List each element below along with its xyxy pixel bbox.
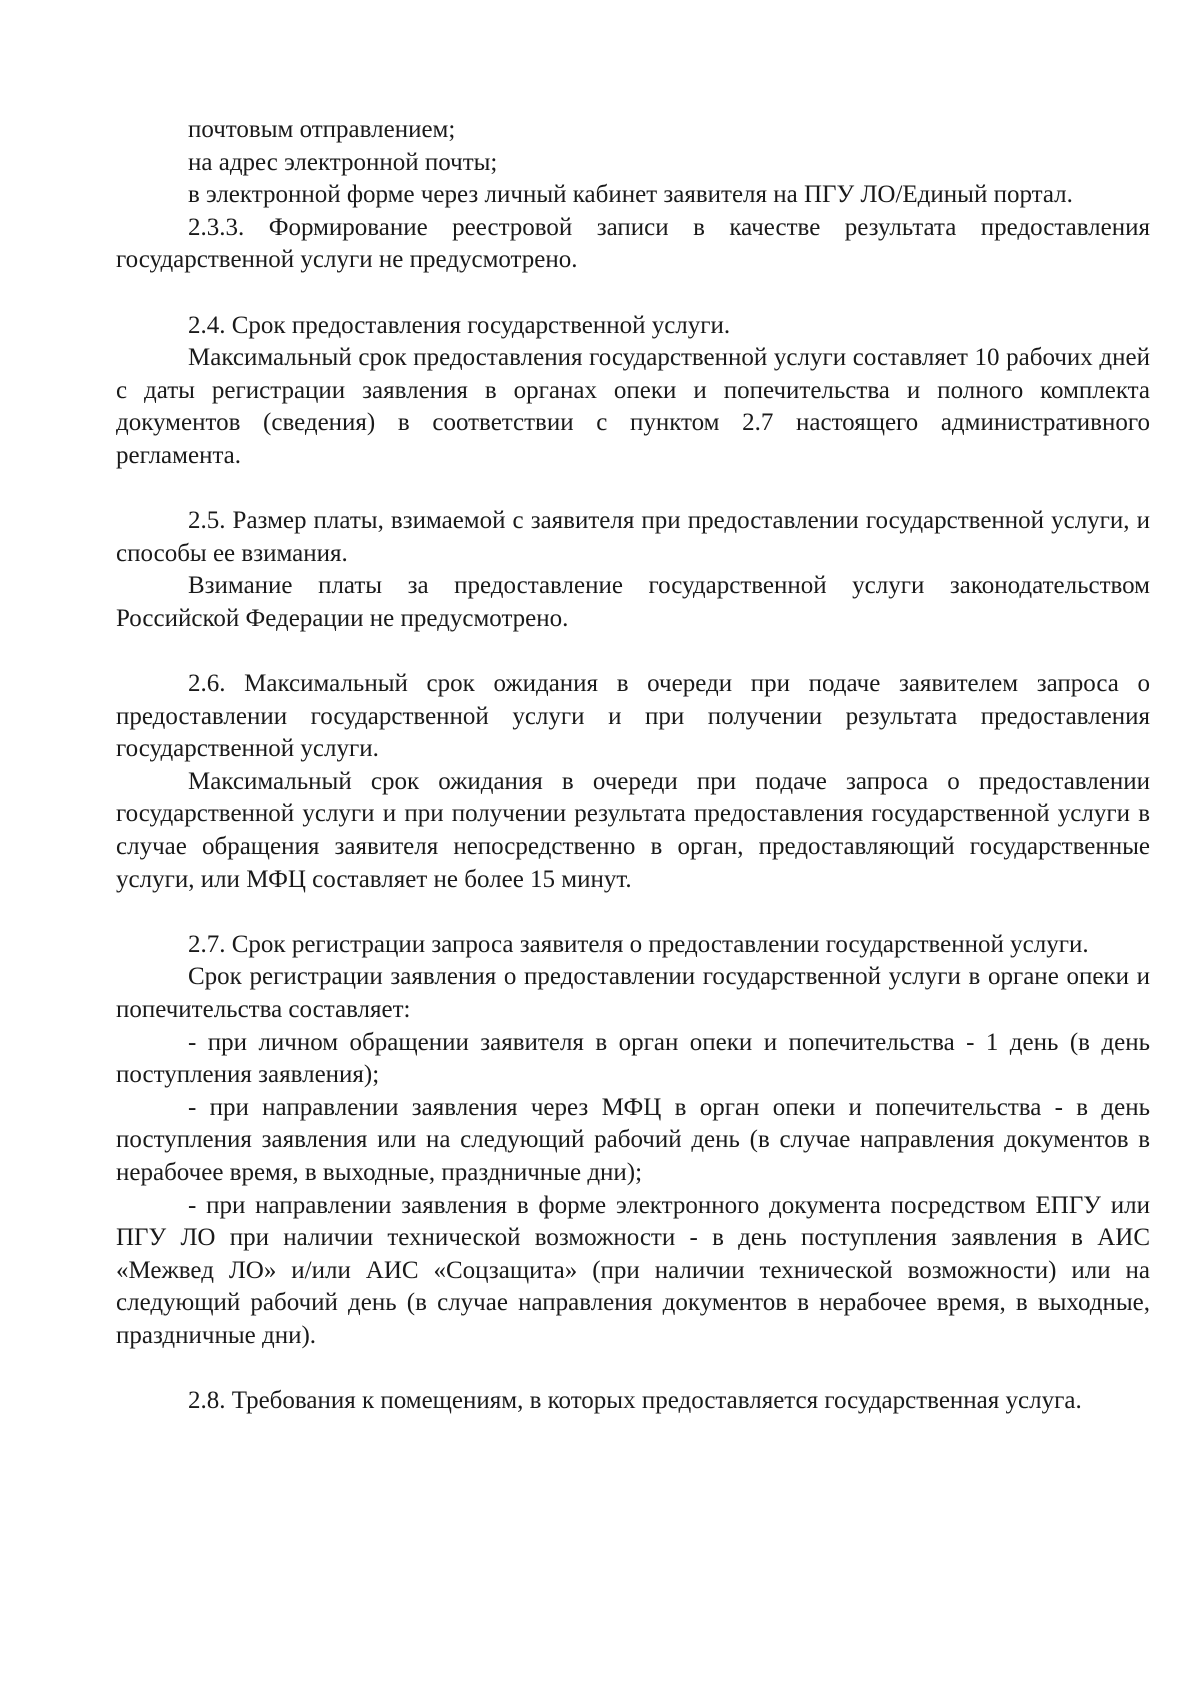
heading-2-8: 2.8. Требования к помещениям, в которых предоставляется государственная услуга. bbox=[188, 1387, 1082, 1415]
paragraph-2-4-body: Максимальный срок предоставления государственной услуги составляет 10 рабочих дней с даты регистрации заявления в органах опеки и попечительства и полного комплекта документов (сведения) в соответствии с пунктом 2.7 настоящего административного регламента. bbox=[116, 344, 1150, 469]
paragraph-email: на адрес электронной почты; bbox=[188, 148, 498, 176]
heading-2-6: 2.6. Максимальный срок ожидания в очереди при подаче заявителем запроса о предоставлении государственной услуги и при получении результата предоставления государственной услуги. bbox=[116, 670, 1150, 763]
spacer bbox=[116, 277, 1150, 310]
paragraph-2-3-3: 2.3.3. Формирование реестровой записи в качестве результата предоставления государственной услуги не предусмотрено. bbox=[116, 213, 1150, 274]
heading-2-5: 2.5. Размер платы, взимаемой с заявителя при предоставлении государственной услуги, и способы ее взимания. bbox=[116, 507, 1150, 567]
heading-2-7: 2.7. Срок регистрации запроса заявителя о предоставлении государственной услуги. bbox=[188, 930, 1089, 958]
paragraph-2-6-body: Максимальный срок ожидания в очереди при подаче запроса о предоставлении государственной услуги и при получении результата предоставления государственной услуги в случае обращения заявителя непосредственно в орган, предоставляющий государственные услуги, или МФЦ составляет не более 15 минут. bbox=[116, 767, 1150, 893]
document-page bbox=[116, 114, 1150, 1418]
paragraph-2-7-electronic: - при направлении заявления в форме электронного документа посредством ЕПГУ или ПГУ ЛО при наличии технической возможности - в день поступления заявления в АИС «Межвед ЛО» и/или АИС «Соцзащита» (при наличии технической возможности) или на следующий рабочий день (в случае направления документов в нерабочее время, в выходные, праздничные дни). bbox=[116, 1191, 1150, 1349]
paragraph-2-7-mfc: - при направлении заявления через МФЦ в орган опеки и попечительства - в день поступления заявления или на следующий рабочий день (в случае направления документов в нерабочее время, в выходные, праздничные дни); bbox=[116, 1093, 1150, 1186]
paragraph-2-7-personal: - при личном обращении заявителя в орган опеки и попечительства - 1 день (в день поступления заявления); bbox=[116, 1028, 1150, 1089]
paragraph-electronic: в электронной форме через личный кабинет заявителя на ПГУ ЛО/Единый портал. bbox=[188, 181, 1073, 209]
spacer bbox=[116, 896, 1150, 929]
paragraph-2-5-body: Взимание платы за предоставление государственной услуги законодательством Российской Федерации не предусмотрено. bbox=[116, 572, 1150, 632]
spacer bbox=[116, 1353, 1150, 1386]
paragraph-postal: почтовым отправлением; bbox=[188, 116, 456, 143]
paragraph-2-7-body: Срок регистрации заявления о предоставлении государственной услуги в органе опеки и попечительства составляет: bbox=[116, 963, 1150, 1024]
spacer bbox=[116, 636, 1150, 669]
spacer bbox=[116, 473, 1150, 506]
heading-2-4: 2.4. Срок предоставления государственной услуги. bbox=[188, 311, 731, 339]
